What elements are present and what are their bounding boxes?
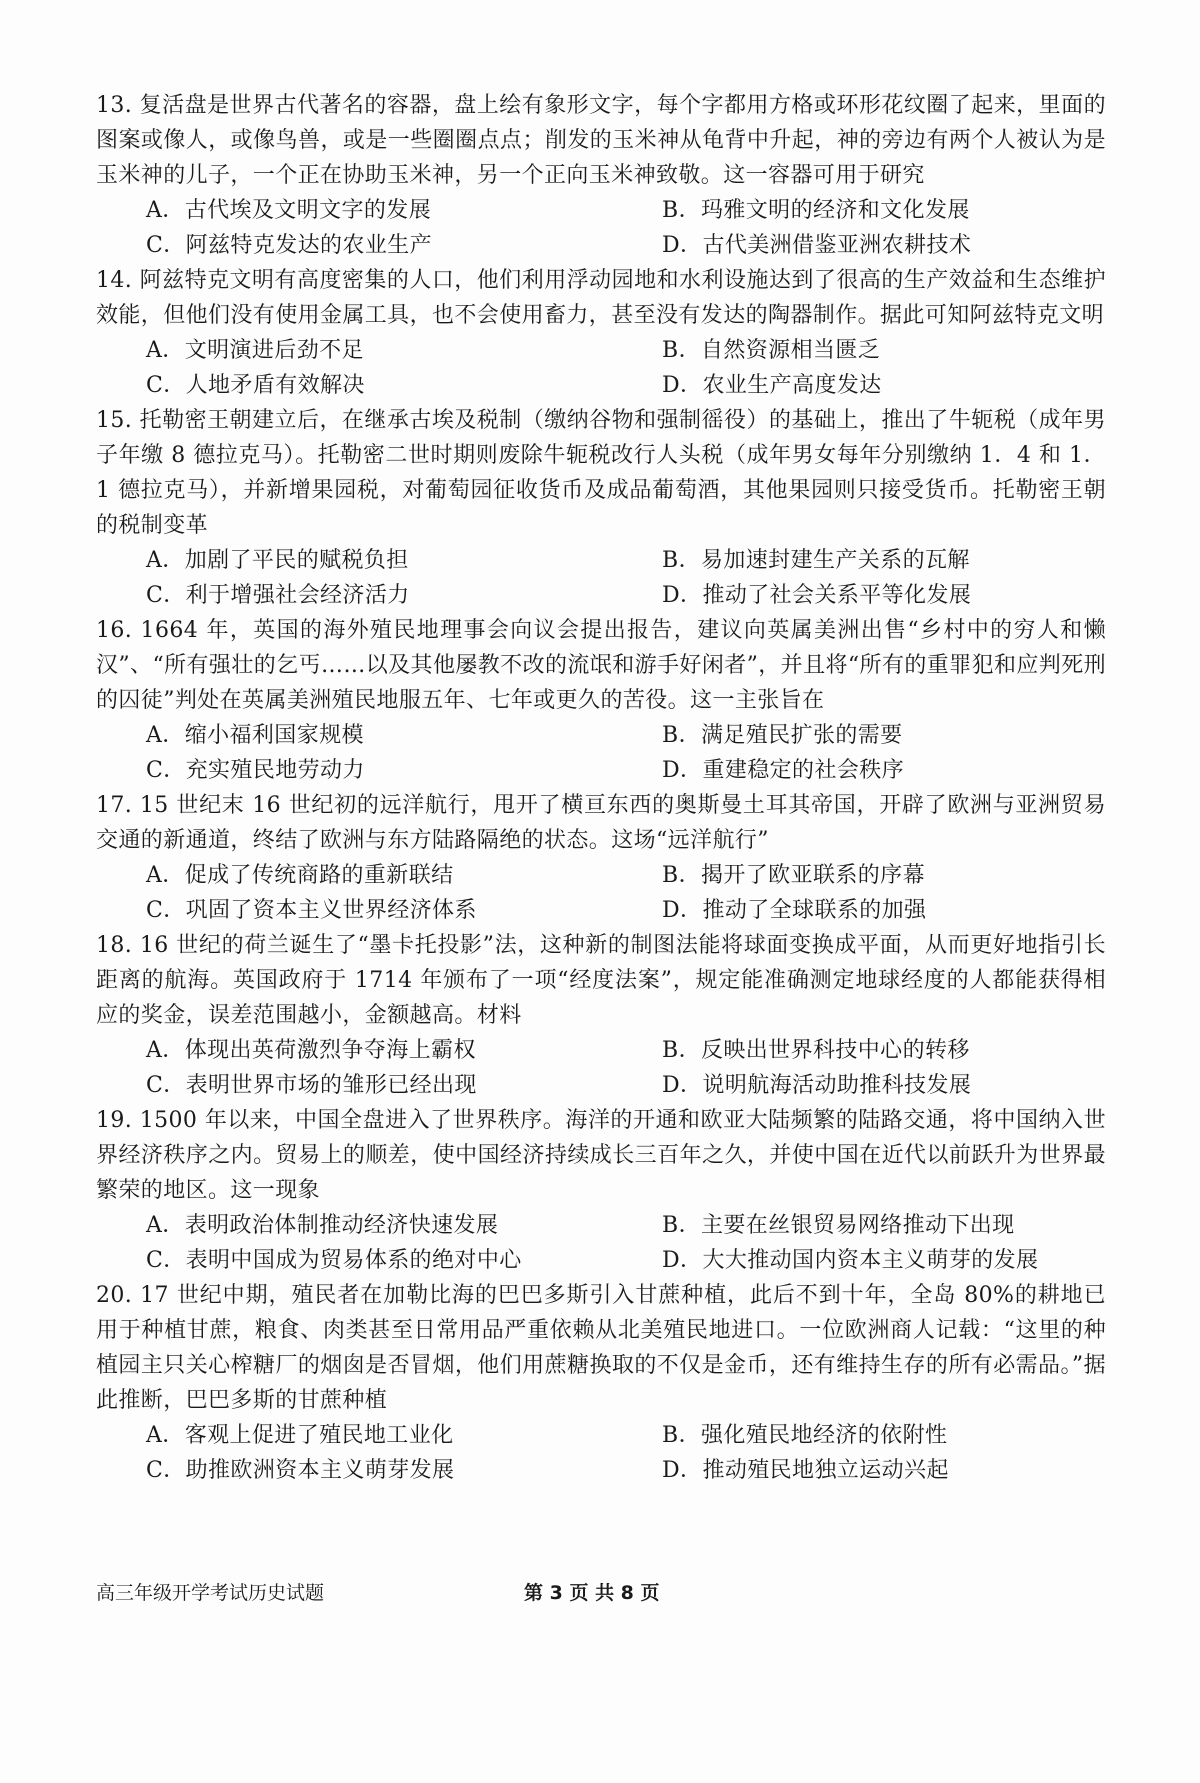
question-14 (96, 263, 1106, 403)
option-d: D．古代美洲借鉴亚洲农耕技术 (662, 233, 972, 258)
option-grid (96, 858, 1106, 928)
question-list (96, 88, 1106, 1488)
option-c: C．充实殖民地劳动力 (146, 758, 365, 783)
option-c: C．人地矛盾有效解决 (146, 373, 365, 398)
question-19 (96, 1103, 1106, 1278)
option-b: B．主要在丝银贸易网络推动下出现 (662, 1213, 1015, 1238)
option-grid (96, 1208, 1106, 1278)
option-b: B．强化殖民地经济的依附性 (662, 1423, 948, 1448)
option-d: D．重建稳定的社会秩序 (662, 758, 905, 783)
option-d: D．农业生产高度发达 (662, 373, 882, 398)
question-17 (96, 788, 1106, 928)
option-d: D．说明航海活动助推科技发展 (662, 1073, 972, 1098)
option-c: C．巩固了资本主义世界经济体系 (146, 898, 477, 923)
option-d: D．推动殖民地独立运动兴起 (662, 1458, 949, 1483)
question-18 (96, 928, 1106, 1103)
exam-title: 高三年级开学考试历史试题 (96, 1582, 325, 1604)
option-a: A．表明政治体制推动经济快速发展 (146, 1213, 499, 1238)
question-20 (96, 1278, 1106, 1488)
option-d: D．推动了全球联系的加强 (662, 898, 927, 923)
option-grid (96, 718, 1106, 788)
option-c: C．利于增强社会经济活力 (146, 583, 410, 608)
option-grid (96, 1418, 1106, 1488)
option-grid (96, 193, 1106, 263)
question-15 (96, 403, 1106, 613)
question-stem: 13. 复活盘是世界古代著名的容器，盘上绘有象形文字，每个字都用方格或环形花纹圈了起来，里面的图案或像人，或像鸟兽，或是一些圈圈点点；削发的玉米神从龟背中升起，神的旁边有两个人被认为是玉米神的儿子，一个正在协助玉米神，另一个正向玉米神致敬。这一容器可用于研究 (96, 93, 1106, 188)
question-stem: 19. 1500 年以来，中国全盘进入了世界秩序。海洋的开通和欧亚大陆频繁的陆路交通，将中国纳入世界经济秩序之内。贸易上的顺差，使中国经济持续成长三百年之久，并使中国在近代以前跃升为世界最繁荣的地区。这一现象 (96, 1108, 1106, 1203)
option-c: C．表明世界市场的雏形已经出现 (146, 1073, 477, 1098)
option-a: A．促成了传统商路的重新联结 (146, 863, 454, 888)
page-number: 第 3 页 共 8 页 (524, 1582, 660, 1604)
page-footer (96, 1578, 1106, 1608)
option-c: C．助推欧洲资本主义萌芽发展 (146, 1458, 455, 1483)
option-b: B．自然资源相当匮乏 (662, 338, 881, 363)
option-a: A．古代埃及文明文字的发展 (146, 198, 432, 223)
option-d: D．推动了社会关系平等化发展 (662, 583, 972, 608)
option-b: B．揭开了欧亚联系的序幕 (662, 863, 925, 888)
option-d: D．大大推动国内资本主义萌芽的发展 (662, 1248, 1039, 1273)
question-stem: 15. 托勒密王朝建立后，在继承古埃及税制（缴纳谷物和强制徭役）的基础上，推出了牛轭税（成年男子年缴 8 德拉克马）。托勒密二世时期则废除牛轭税改行人头税（成年男女每年分别缴纳 1．4 和 1．1 德拉克马），并新增果园税，对葡萄园征收货币及成品葡萄酒，其他果园则只接受货币。托勒密王朝的税制变革 (96, 408, 1106, 538)
question-16 (96, 613, 1106, 788)
option-grid (96, 333, 1106, 403)
option-a: A．文明演进后劲不足 (146, 338, 364, 363)
question-stem: 17. 15 世纪末 16 世纪初的远洋航行，甩开了横亘东西的奥斯曼土耳其帝国，开辟了欧洲与亚洲贸易交通的新通道，终结了欧洲与东方陆路隔绝的状态。这场“远洋航行” (96, 793, 1106, 853)
option-b: B．玛雅文明的经济和文化发展 (662, 198, 970, 223)
option-a: A．体现出英荷激烈争夺海上霸权 (146, 1038, 476, 1063)
question-13 (96, 88, 1106, 263)
option-b: B．易加速封建生产关系的瓦解 (662, 548, 970, 573)
option-c: C．表明中国成为贸易体系的绝对中心 (146, 1248, 522, 1273)
option-c: C．阿兹特克发达的农业生产 (146, 233, 433, 258)
question-stem: 20. 17 世纪中期，殖民者在加勒比海的巴巴多斯引入甘蔗种植，此后不到十年，全岛 80%的耕地已用于种植甘蔗，粮食、肉类甚至日常用品严重依赖从北美殖民地进口。一位欧洲商人记载：“这里的种植园主只关心榨糖厂的烟囱是否冒烟，他们用蔗糖换取的不仅是金币，还有维持生存的所有必需品。”据此推断，巴巴多斯的甘蔗种植 (96, 1283, 1106, 1413)
option-a: A．客观上促进了殖民地工业化 (146, 1423, 454, 1448)
option-grid (96, 1033, 1106, 1103)
question-stem: 18. 16 世纪的荷兰诞生了“墨卡托投影”法，这种新的制图法能将球面变换成平面，从而更好地指引长距离的航海。英国政府于 1714 年颁布了一项“经度法案”，规定能准确测定地球经度的人都能获得相应的奖金，误差范围越小，金额越高。材料 (96, 933, 1106, 1028)
option-a: A．加剧了平民的赋税负担 (146, 548, 409, 573)
option-a: A．缩小福利国家规模 (146, 723, 364, 748)
option-b: B．满足殖民扩张的需要 (662, 723, 903, 748)
question-stem: 16. 1664 年，英国的海外殖民地理事会向议会提出报告，建议向英属美洲出售“乡村中的穷人和懒汉”、“所有强壮的乞丐……以及其他屡教不改的流氓和游手好闲者”，并且将“所有的重罪犯和应判死刑的囚徒”判处在英属美洲殖民地服五年、七年或更久的苦役。这一主张旨在 (96, 618, 1106, 713)
option-b: B．反映出世界科技中心的转移 (662, 1038, 970, 1063)
question-stem: 14. 阿兹特克文明有高度密集的人口，他们利用浮动园地和水利设施达到了很高的生产效益和生态维护效能，但他们没有使用金属工具，也不会使用畜力，甚至没有发达的陶器制作。据此可知阿兹特克文明 (96, 268, 1106, 328)
option-grid (96, 543, 1106, 613)
